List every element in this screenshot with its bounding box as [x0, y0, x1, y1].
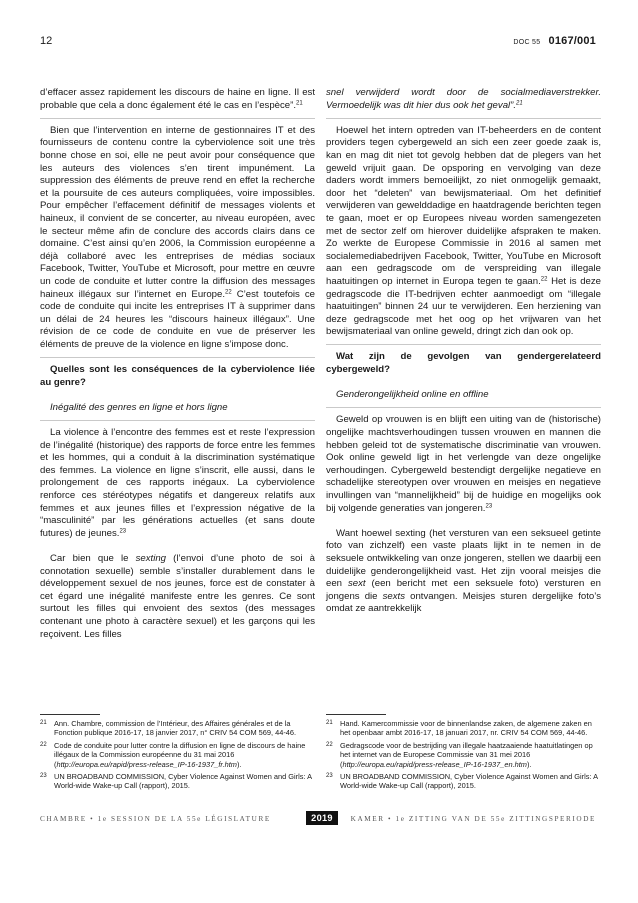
paragraph: Car bien que le sexting (l’envoi d’une photo de soi à connotation sexuelle) semble s’installer durablement dans le développement sexuel de nos jeunes, force est de constater à cet égard une inégalité manifeste entre les genres. Ce sont surtout les filles qui envoient des sextos (des messages contenant une photo à caractère sexuel) et les garçons qui les reçoivent. Les filles	[40, 552, 316, 640]
footer-chamber-session: CHAMBRE • 1e SESSION DE LA 55e LÉGISLATURE	[40, 815, 271, 823]
section-divider	[326, 118, 601, 119]
page-number: 12	[40, 35, 53, 47]
paragraph: snel verwijderd wordt door de socialmediaverstrekker. Vermoedelijk was dit hier dus ook het geval”.$^{21}$	[326, 87, 601, 111]
section-divider	[326, 344, 601, 345]
year-badge: 2019	[306, 811, 338, 825]
footnote: 23 UN BROADBAND COMMISSION, Cyber Violence Against Women and Girls: A World-wide Wake-up Call (rapport), 2015.	[40, 772, 312, 791]
document-reference	[513, 35, 596, 47]
french-column	[40, 87, 315, 641]
footnote: 21 Hand. Kamercommissie voor de binnenlandse zaken, de algemene zaken en het openbaar ambt 2016-17, 18 januari 2017, nr. CRIV 54 COM 569, 44-46.	[326, 719, 592, 738]
section-subheading: Inégalité des genres en ligne et hors ligne	[50, 401, 228, 413]
paragraph: Bien que l’intervention en interne de gestionnaires IT et des fournisseurs de contenu contre la cyberviolence soit une très bonne chose en soi, elle ne peut avoir pour conséquence que les auteurs des violences s’en tirent impunément. La suppression des éléments de preuve rend en effet la recherche et la poursuite de ces auteurs compliquées, voire impossibles. Pour empêcher l’effacement définitif de messages violents et haineux, il convient de se concerter, au niveau européen, avec le secteur même afin de conclure des accords clairs dans ce domaine. C’est ainsi qu’en 2006, la Commission européenne a déjà collaboré avec les entreprises de médias sociaux Facebook, Twitter, YouTube et Microsoft, pour mettre en œuvre un code de conduite et lutter contre la diffusion des messages haineux illégaux sur l’internet en Europe.$^{22}$ C’est toutefois ce code de conduite qui incite les entreprises IT à supprimer dans un délai de 24 heures les “discours haineux illégaux”. Une révision de ce code de conduite en vue de préserver les éléments de preuve de la violence en ligne s’impose donc.	[40, 124, 315, 350]
paragraph: Want hoewel sexting (het versturen van een seksueel getinte foto van zichzelf) een vaste plaats lijkt in te nemen in de seksuele ontwikkeling van onze jongeren, stellen we daarbij een duidelijke genderongelijkheid vast. Het zijn vooral meisjes die een sext (een bericht met een seksuele foto) versturen en jongens die sexts ontvangen. Meisjes sturen dergelijke foto’s omdat ze aantrekkelijk	[326, 527, 601, 615]
doc-label: DOC 55	[513, 39, 541, 46]
section-heading: Quelles sont les conséquences de la cyberviolence liée au genre?	[40, 364, 315, 388]
footnotes-french	[40, 714, 315, 791]
footnote-ref: 22	[225, 289, 232, 295]
section-heading: Wat zijn de gevolgen van gendergerelateerd cybergeweld?	[326, 351, 601, 376]
paragraph: Geweld op vrouwen is en blijft een uiting van de (historische) ongelijke machtsverhoudingen tussen vrouwen en mannen die hebben geleid tot de systematische discriminatie van vrouwen. Ook online geweld ligt in het verlengde van deze ongelijke verhoudingen. Cybergeweld bestendigt dergelijke negatieve en schadelijke stereotypen over vrouwen en meisjes en negatieve invullingen van “mannelijkheid” bij de huidige en mogelijks ook bij volgende generaties van jongeren.$^{23}$	[326, 414, 601, 514]
footnote-ref: 23	[119, 528, 127, 535]
footnote-ref: 23	[485, 503, 493, 510]
paragraph: d’effacer assez rapidement les discours de haine en ligne. Il est probable que cela a donc également été le cas en l’espèce”.$^{21}$	[40, 87, 315, 111]
footnote-ref: 21	[516, 100, 523, 107]
footnote: 23 UN BROADBAND COMMISSION, Cyber Violence Against Women and Girls: A World-wide Wake-up Call (rapport), 2015.	[326, 772, 598, 791]
footnote-ref: 21	[296, 100, 303, 107]
footnote-divider	[326, 714, 386, 715]
section-divider	[40, 420, 315, 421]
section-divider	[40, 357, 315, 358]
footnote: 21 Ann. Chambre, commission de l’Intérieur, des Affaires générales et de la Fonction publique 2016-17, 18 janvier 2017, n° CRIV 54 COM 569, 44-46.	[40, 719, 297, 738]
footnote-divider	[40, 714, 100, 715]
paragraph: La violence à l’encontre des femmes est et reste l’expression de l’inégalité (historique) des rapports de force entre les femmes et les hommes, qui a conduit à la discrimination systématique des femmes. La violence en ligne s’inscrit, elle aussi, dans le prolongement de ces rapports inégaux. La cyberviolence renforce ces stéréotypes négatifs et dangereux relatifs aux femmes et aux jeunes filles et l’expression négative de la “masculinité” par les générations actuelles (et sans doute futures) de jeunes.$^{23}$	[40, 427, 315, 539]
footer-kamer-zitting: KAMER • 1e ZITTING VAN DE 55e ZITTINGSPERIODE	[350, 815, 596, 823]
footnote: 22 Gedragscode voor de bestrijding van illegale haatzaaiende haatuitlatingen op het internet van de Europese Commissie van 31 mei 2016 (http://europa.eu/rapid/press-release_IP-16-1937_en.htm).	[326, 740, 593, 769]
footnote-link[interactable]: http://europa.eu/rapid/press-release_IP-16-1937_fr.htm	[56, 759, 237, 769]
footnotes-dutch	[326, 714, 601, 791]
section-divider	[40, 118, 315, 119]
doc-number: 0167/001	[548, 35, 596, 47]
section-divider	[326, 407, 601, 408]
footnote-link[interactable]: http://europa.eu/rapid/press-release_IP-16-1937_en.htm	[342, 759, 527, 769]
footnote: 22 Code de conduite pour lutter contre la diffusion en ligne de discours de haine illégaux de la Commission européenne du 31 mai 2016 (http://europa.eu/rapid/press-release_IP-16-1937_fr.htm).	[40, 740, 306, 769]
paragraph: Hoewel het intern optreden van IT-beheerders en de content providers tegen cybergeweld an sich een zeer goede zaak is, kan en mag dit niet tot gevolg hebben dat de plegers van het geweld vrijuit gaan. De opsporing en vervolging van deze daders wordt immers bemoeilijkt, zo niet onmogelijk gemaakt, door het “deleten” van bewijsmateriaal. Om het definitief verwijderen van gewelddadige en haatdragende berichten tegen te gaan, moet er op Europees niveau worden samengezeten met de sector zelf om hierover duidelijke afspraken te maken. Zo werkte de Europese Commissie in 2016 al samen met socialemediabedrijven Facebook, Twitter, YouTube en Microsoft aan een gedragscode om de verspreiding van illegale haatuitingen op internet in Europa tegen te gaan.$^{22}$ Het is deze gedragscode die IT-bedrijven echter aanmoedigt om “illegale haatuitingen” binnen 24 uur te verwijderen. Een herziening van deze gedragscode met het oog op het vrijwaren van het bewijsmateriaal van online geweld, dringt zich dan ook op.	[326, 124, 601, 338]
dutch-column	[326, 87, 601, 616]
section-subheading: Genderongelijkheid online en offline	[336, 389, 489, 401]
footnote-ref: 22	[540, 276, 548, 283]
